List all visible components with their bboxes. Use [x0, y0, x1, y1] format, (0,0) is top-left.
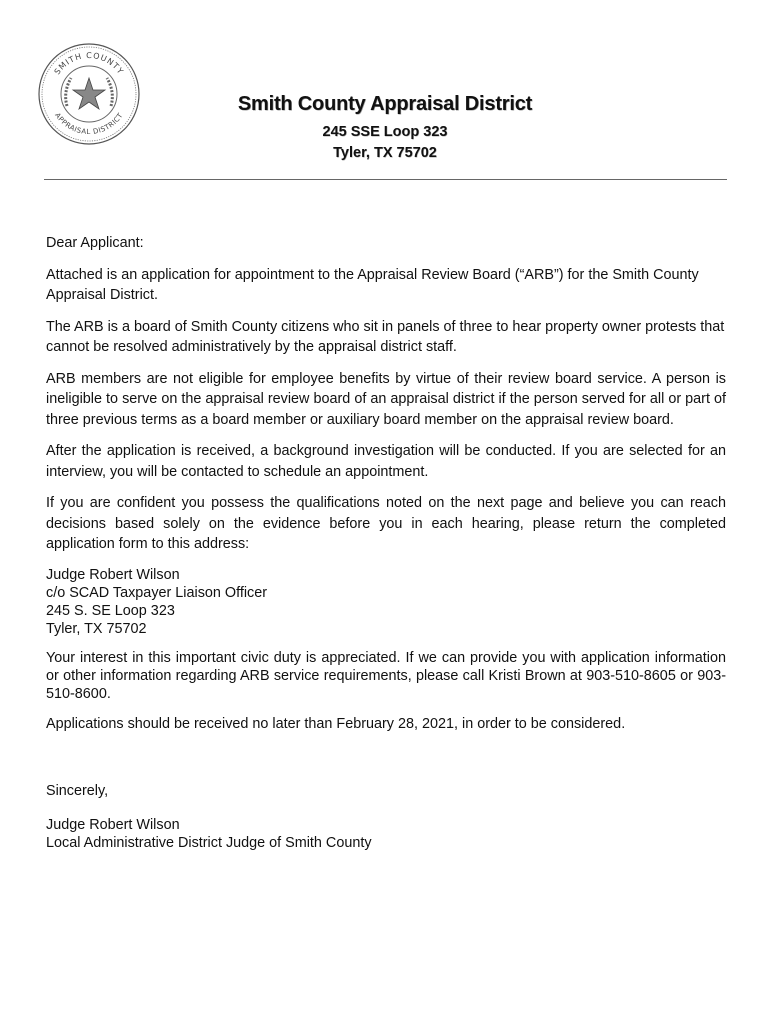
paragraph: ARB members are not eligible for employee benefits by virtue of their review board service. A person is ineligible to serve on the appraisal review board of an appraisal district if the person served for all or part of three previous terms as a board member or auxiliary board member on the appraisal review board.: [46, 370, 726, 428]
paragraph: Your interest in this important civic duty is appreciated. If we can provide you with application information or other information regarding ARB service requirements, please call Kristi Brown at 903-510-8605 or 903-510-8600.: [46, 649, 726, 702]
paragraph: After the application is received, a background investigation will be conducted. If you are selected for an interview, you will be contacted to schedule an appointment.: [46, 443, 726, 480]
mailing-address: [46, 566, 726, 638]
letterhead: [0, 93, 770, 164]
address-line: Tyler, TX 75702: [46, 620, 147, 637]
paragraph: Applications should be received no later than February 28, 2021, in order to be considered.: [46, 715, 626, 732]
signature-name: Judge Robert Wilson: [46, 816, 180, 833]
header-divider: [44, 179, 727, 180]
letter-body: [46, 233, 726, 863]
paragraph: The ARB is a board of Smith County citizens who sit in panels of three to hear property owner protests that cannot be resolved administratively by the appraisal district staff.: [46, 318, 725, 355]
signature-title: Local Administrative District Judge of Smith County: [46, 834, 372, 851]
paragraph: Attached is an application for appointment to the Appraisal Review Board (“ARB”) for the Smith County Appraisal District.: [46, 266, 699, 303]
district-title: Smith County Appraisal District: [237, 93, 533, 115]
paragraph: If you are confident you possess the qualifications noted on the next page and believe you can reach decisions based solely on the evidence before you in each hearing, please return the completed application form to this address:: [46, 495, 726, 552]
closing: Sincerely,: [46, 783, 109, 799]
address-line-1: 245 SSE Loop 323: [322, 124, 448, 140]
address-line: 245 S. SE Loop 323: [46, 602, 175, 619]
address-line-2: Tyler, TX 75702: [333, 145, 437, 161]
seal-bottom-text: APPRAISAL DISTRICT: [53, 111, 125, 137]
signature-block: [46, 816, 726, 852]
salutation: Dear Applicant:: [46, 235, 144, 251]
address-line: c/o SCAD Taxpayer Liaison Officer: [46, 584, 268, 601]
seal-top-text: SMITH COUNTY: [52, 50, 126, 77]
address-line: Judge Robert Wilson: [46, 566, 180, 583]
